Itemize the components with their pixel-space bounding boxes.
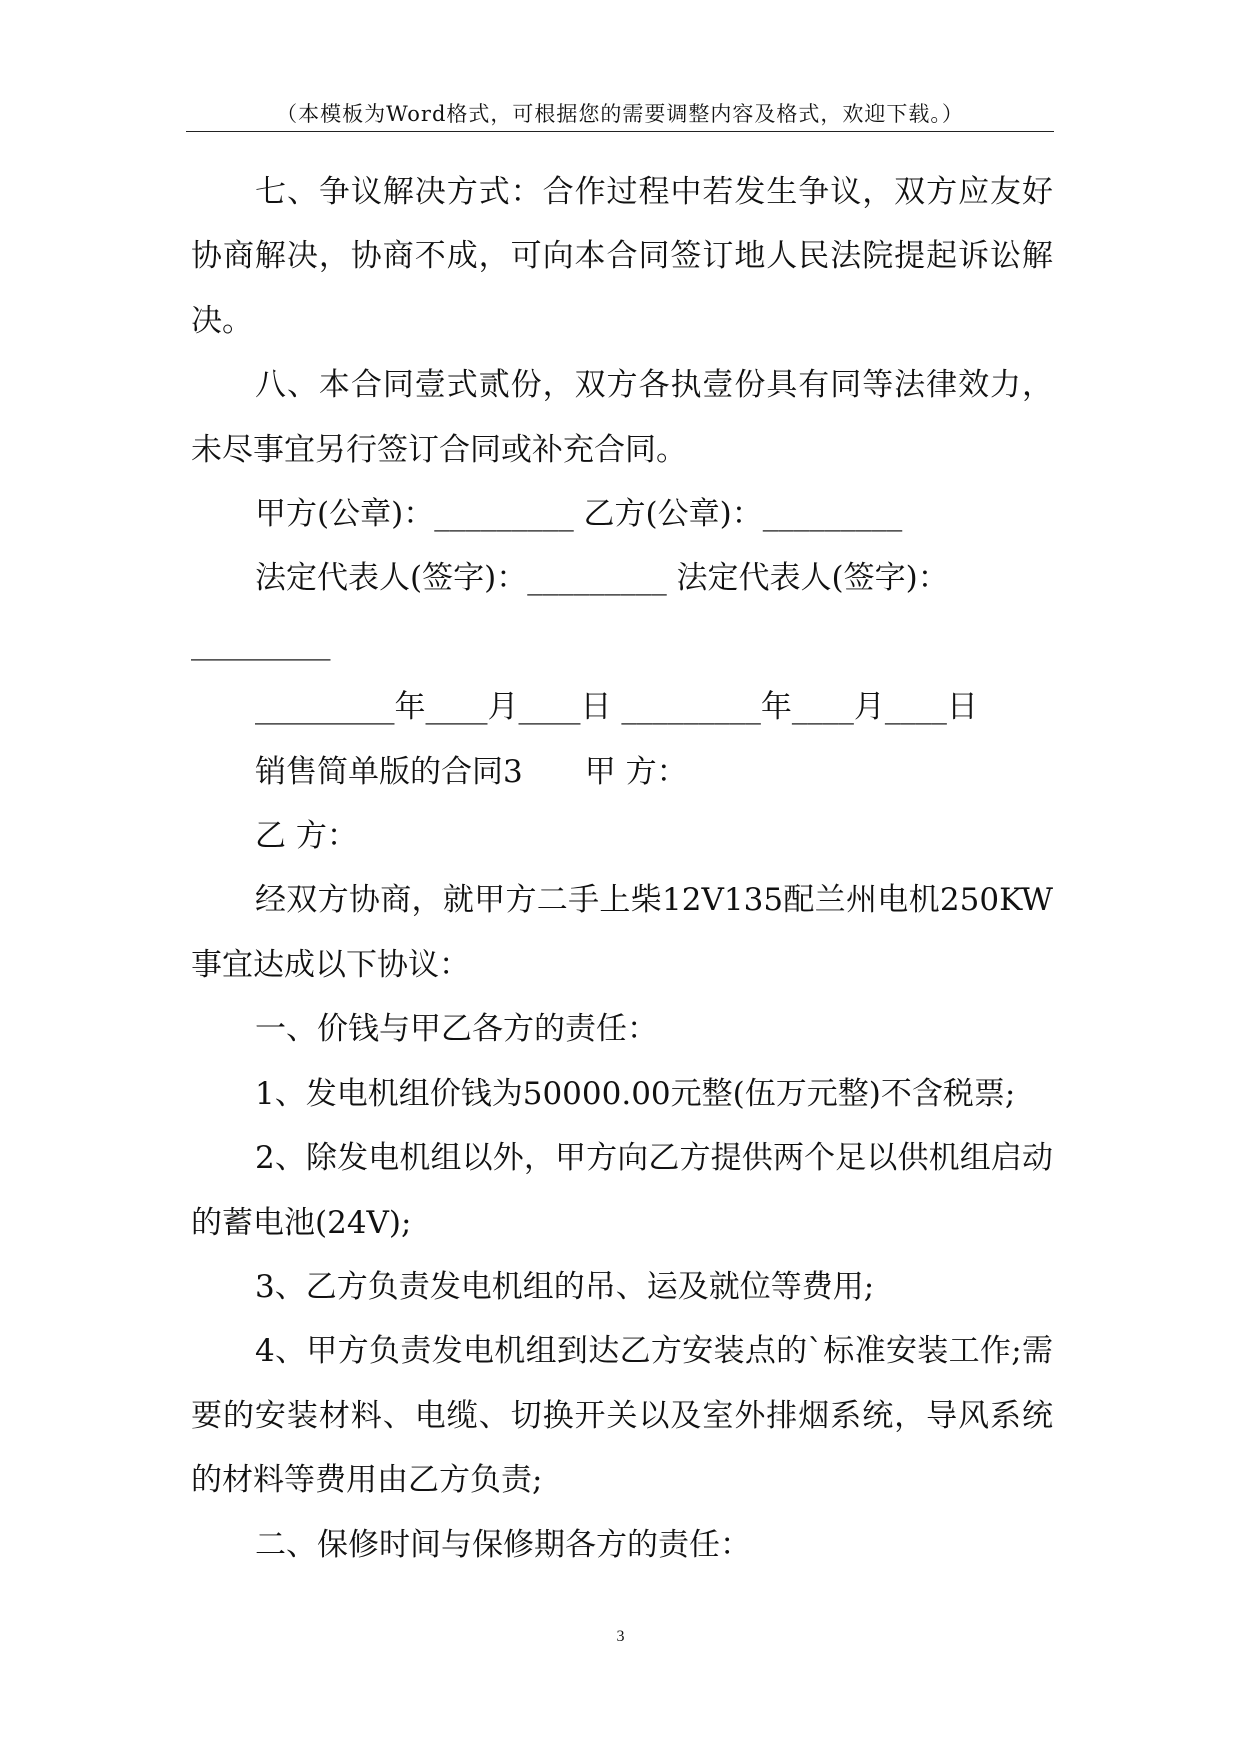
header-divider [186,131,1054,132]
item-three-transport: 3、乙方负责发电机组的吊、运及就位等费用; [255,1268,875,1305]
section-two-heading: 二、保修时间与保修期各方的责任： [255,1526,751,1563]
signature-date-line: _________年____月____日 _________年____月____日 [255,689,978,726]
document-body [191,160,1053,1577]
item-four-installation: 4、甲方负责发电机组到达乙方安装点的`标准安装工作;需要的安装材料、电缆、切换开关以及室外排烟系统，导风系统的材料等费用由乙方负责; [191,1333,1053,1499]
signature-representative-line: 法定代表人(签字)：_________ 法定代表人(签字)： [255,560,949,597]
item-one-price: 1、发电机组价钱为50000.00元整(伍万元整)不含税票; [255,1075,1016,1112]
item-two-battery: 2、除发电机组以外，甲方向乙方提供两个足以供机组启动的蓄电池(24V); [191,1140,1053,1241]
clause-eight-copies: 八、本合同壹式贰份，双方各执壹份具有同等法律效力，未尽事宜另行签订合同或补充合同。 [191,367,1053,468]
agreement-preamble: 经双方协商，就甲方二手上柴12V135配兰州电机250KW事宜达成以下协议： [191,882,1053,983]
page-number: 3 [616,1628,625,1645]
section-one-heading: 一、价钱与甲乙各方的责任： [255,1011,658,1048]
signature-seal-line: 甲方(公章)：_________ 乙方(公章)：_________ [255,496,903,533]
clause-seven-dispute-resolution: 七、争议解决方式：合作过程中若发生争议，双方应友好协商解决，协商不成，可向本合同签订地人民法院提起诉讼解决。 [191,174,1053,339]
template-note: （本模板为Word格式，可根据您的需要调整内容及格式，欢迎下载。） [276,102,964,126]
signature-blank-line: _________ [191,624,331,661]
party-b-line: 乙 方： [255,818,358,855]
contract-title-party-a: 销售简单版的合同3 甲 方： [255,753,688,790]
